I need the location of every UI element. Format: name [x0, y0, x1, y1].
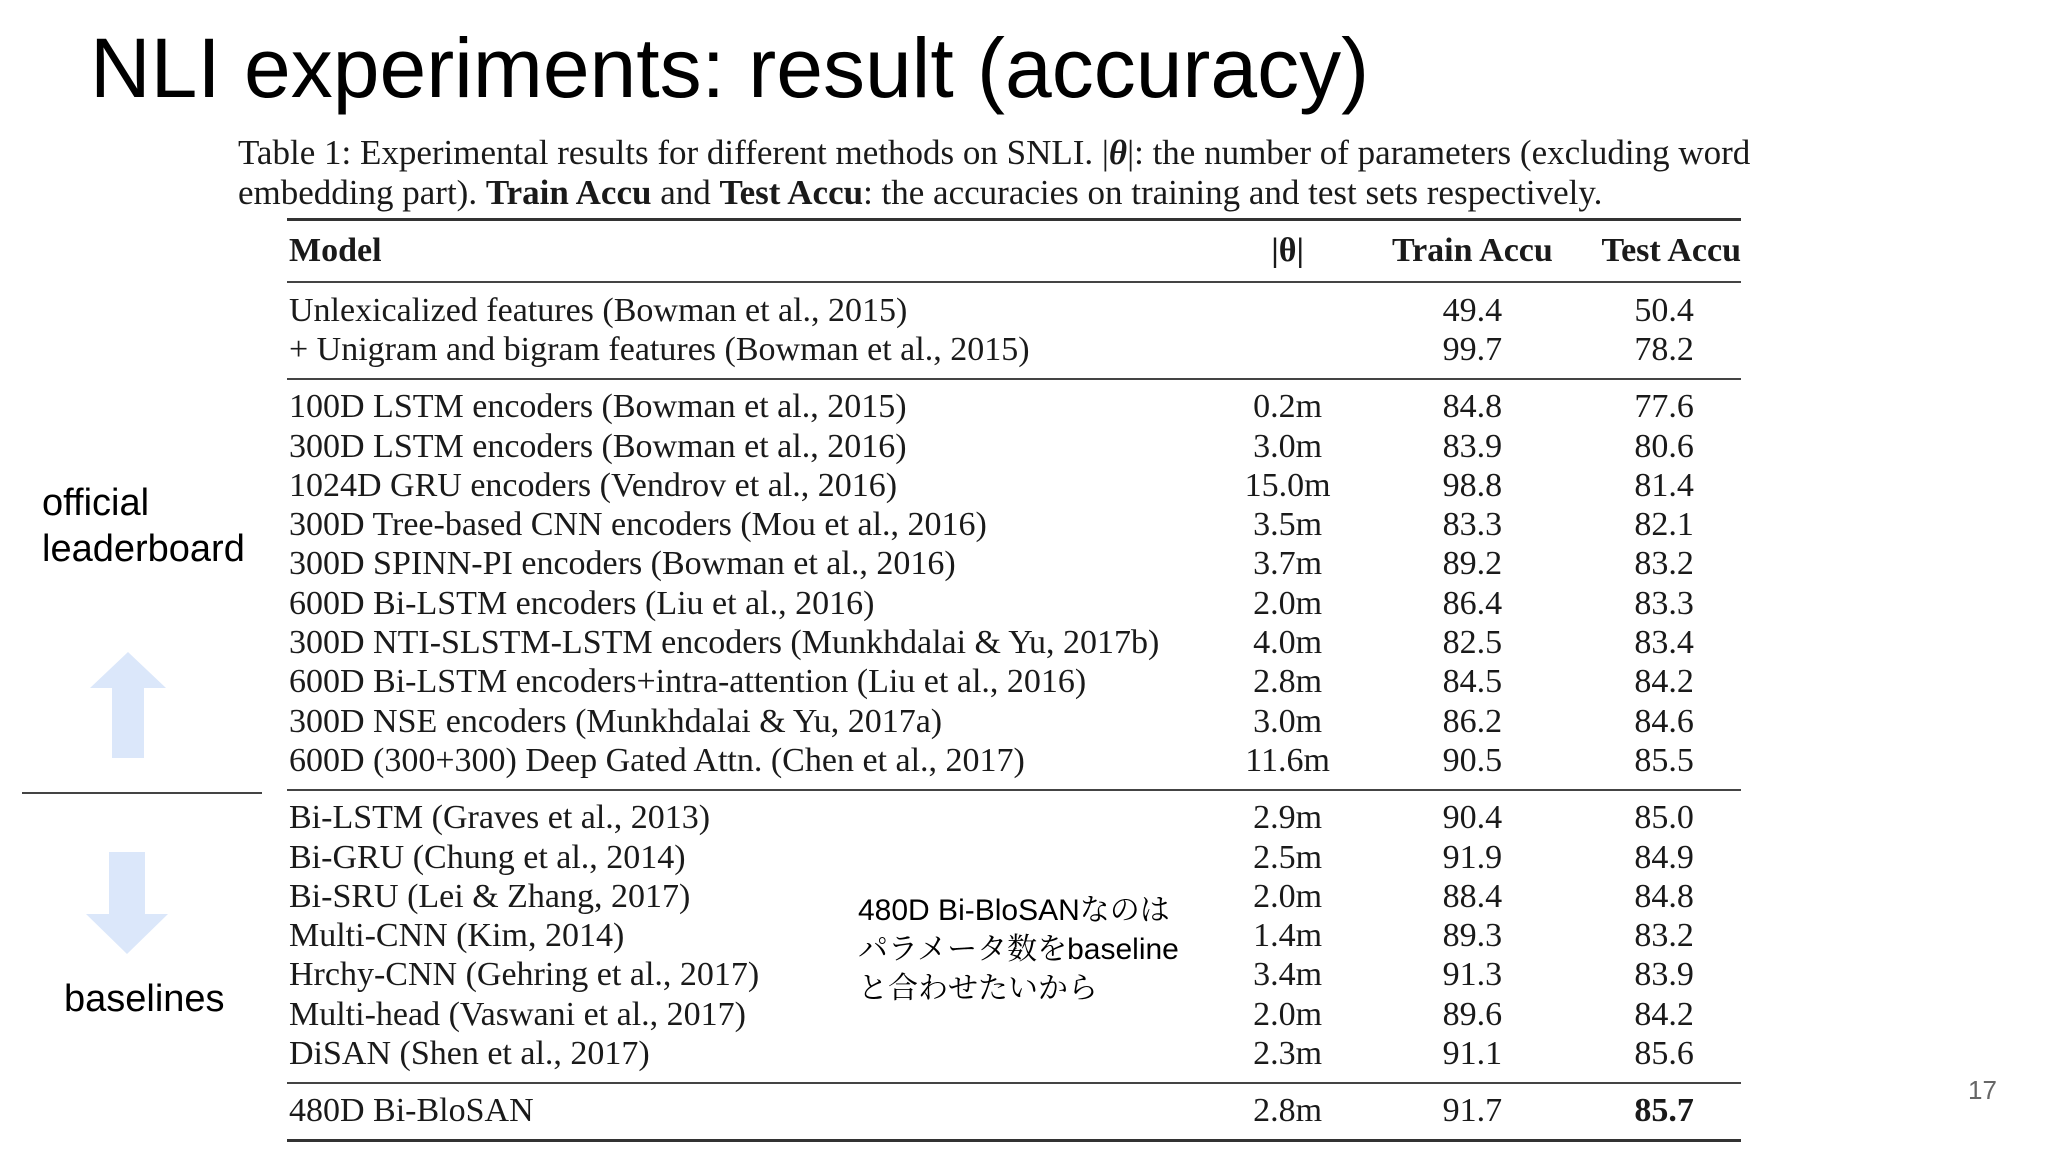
cell-test-accu: 84.2: [1634, 663, 1694, 701]
cell-train-accu: 89.2: [1442, 545, 1503, 583]
table-row: [287, 505, 1741, 544]
cell-params: 2.0m: [1253, 995, 1323, 1033]
row-group: [287, 380, 1741, 789]
cell-train-accu: 90.5: [1442, 741, 1503, 779]
page-number: 17: [1968, 1075, 1997, 1105]
table-body: [287, 281, 1741, 1142]
cell-test-accu: 80.6: [1634, 427, 1694, 465]
cell-test-accu: 81.4: [1634, 466, 1694, 504]
cell-test-accu: 84.6: [1634, 702, 1694, 740]
table-row: [287, 702, 1741, 741]
note-line-3: と合わせたいから: [858, 972, 1098, 1005]
cell-train-accu: 86.2: [1442, 702, 1503, 740]
cell-test-accu: 83.2: [1634, 545, 1694, 583]
cell-model: Bi-SRU (Lei & Zhang, 2017): [289, 877, 691, 915]
cell-train-accu: 98.8: [1442, 466, 1503, 504]
official-label-line2: leaderboard: [42, 528, 245, 570]
header-test-accu: Test Accu: [1601, 232, 1741, 269]
cell-test-accu: 84.9: [1634, 838, 1694, 876]
cell-test-accu: 82.1: [1634, 506, 1694, 544]
cell-test-accu: 78.2: [1634, 330, 1694, 368]
table-row: [287, 663, 1741, 702]
cell-test-accu: 84.2: [1634, 995, 1694, 1033]
cell-params: 3.4m: [1253, 956, 1323, 994]
table-row: [287, 838, 1741, 877]
cell-model: Hrchy-CNN (Gehring et al., 2017): [289, 956, 760, 994]
cell-model: 300D LSTM encoders (Bowman et al., 2016): [289, 427, 907, 465]
row-group: [287, 1084, 1741, 1139]
cell-params: 0.2m: [1253, 388, 1323, 426]
official-label-line1: official: [42, 482, 150, 524]
caption-test-accu: Test Accu: [719, 173, 864, 212]
cell-params: 2.5m: [1253, 838, 1323, 876]
cell-model: 1024D GRU encoders (Vendrov et al., 2016): [289, 466, 898, 504]
cell-train-accu: 99.7: [1442, 330, 1503, 368]
table-header-row: [287, 221, 1741, 281]
table-caption: [238, 133, 1838, 213]
table-row: [287, 741, 1741, 780]
cell-model: Unlexicalized features (Bowman et al., 2015): [289, 291, 908, 329]
cell-params: 2.0m: [1253, 584, 1323, 622]
cell-train-accu: 91.9: [1442, 838, 1503, 876]
table-row: [287, 799, 1741, 838]
cell-params: 4.0m: [1253, 624, 1323, 662]
caption-mid: and: [651, 173, 720, 212]
baselines-label: baselines: [64, 978, 225, 1020]
cell-params: 15.0m: [1244, 466, 1331, 504]
cell-test-accu: 50.4: [1634, 291, 1694, 329]
table-row: [287, 427, 1741, 466]
table-row: [287, 623, 1741, 662]
note-line-1: 480D Bi-BloSANなのは: [858, 894, 1170, 927]
cell-model: 300D Tree-based CNN encoders (Mou et al., 2016): [289, 506, 987, 544]
cell-train-accu: 86.4: [1442, 584, 1503, 622]
cell-params: 3.5m: [1253, 506, 1323, 544]
cell-test-accu: 83.4: [1634, 624, 1694, 662]
cell-model: 600D Bi-LSTM encoders+intra-attention (Liu et al., 2016): [289, 663, 1087, 701]
cell-params: 3.0m: [1253, 427, 1323, 465]
caption-after-theta: |: the number of parameters (excluding word embedding part).: [238, 133, 1751, 212]
caption-end: : the accuracies on training and test sets respectively.: [863, 173, 1603, 212]
cell-params: 2.8m: [1253, 1092, 1323, 1130]
header-train-accu: Train Accu: [1391, 232, 1553, 269]
official-leaderboard-label: [42, 480, 245, 572]
cell-model: Bi-GRU (Chung et al., 2014): [289, 838, 686, 876]
annotation-note: [858, 891, 1179, 1008]
cell-test-accu: 83.3: [1634, 584, 1694, 622]
note-line-2: パラメータ数をbaseline: [858, 933, 1179, 966]
arrow-down-icon: [86, 852, 168, 954]
cell-train-accu: 83.3: [1442, 506, 1503, 544]
section-divider: [22, 792, 262, 794]
cell-train-accu: 91.3: [1442, 956, 1503, 994]
cell-model: 300D NSE encoders (Munkhdalai & Yu, 2017a): [289, 702, 943, 740]
cell-test-accu: 84.8: [1634, 877, 1694, 915]
cell-train-accu: 89.3: [1442, 917, 1503, 955]
cell-params: 2.9m: [1253, 799, 1323, 837]
cell-model: 600D (300+300) Deep Gated Attn. (Chen et al., 2017): [289, 741, 1025, 779]
table-row: [287, 466, 1741, 505]
caption-theta: θ: [1108, 133, 1128, 172]
table-row: [287, 330, 1741, 369]
cell-params: 2.0m: [1253, 877, 1323, 915]
cell-model: 480D Bi-BloSAN: [289, 1092, 534, 1130]
cell-train-accu: 91.1: [1442, 1034, 1503, 1072]
cell-train-accu: 83.9: [1442, 427, 1503, 465]
header-model: Model: [289, 232, 382, 269]
table-row: [287, 584, 1741, 623]
header-params: |θ|: [1271, 232, 1304, 269]
cell-model: 100D LSTM encoders (Bowman et al., 2015): [289, 388, 907, 426]
row-group: [287, 283, 1741, 378]
cell-model: Bi-LSTM (Graves et al., 2013): [289, 799, 711, 837]
caption-label: Table 1: Experimental results for different methods on SNLI. |: [238, 133, 1109, 172]
cell-test-accu: 77.6: [1634, 388, 1694, 426]
cell-model: Multi-CNN (Kim, 2014): [289, 917, 625, 955]
cell-params: 2.3m: [1253, 1034, 1323, 1072]
table-row: [287, 388, 1741, 427]
cell-model: 600D Bi-LSTM encoders (Liu et al., 2016): [289, 584, 875, 622]
cell-model: 300D SPINN-PI encoders (Bowman et al., 2016): [289, 545, 956, 583]
table-bottom-rule: [287, 1139, 1741, 1142]
cell-params: 11.6m: [1245, 741, 1330, 779]
cell-test-accu: 85.0: [1634, 799, 1694, 837]
cell-train-accu: 82.5: [1442, 624, 1503, 662]
cell-params: 3.7m: [1253, 545, 1323, 583]
cell-train-accu: 84.8: [1442, 388, 1503, 426]
cell-test-accu: 83.9: [1634, 956, 1694, 994]
slide-title: NLI experiments: result (accuracy): [90, 21, 1370, 115]
caption-train-accu: Train Accu: [485, 173, 652, 212]
table-row: [287, 291, 1741, 330]
cell-train-accu: 84.5: [1442, 663, 1503, 701]
cell-test-accu: 85.7: [1634, 1092, 1694, 1130]
arrow-up-icon: [90, 652, 166, 758]
cell-test-accu: 83.2: [1634, 917, 1694, 955]
table-row: [287, 1034, 1741, 1073]
cell-model: + Unigram and bigram features (Bowman et al., 2015): [289, 330, 1030, 368]
cell-model: DiSAN (Shen et al., 2017): [289, 1034, 650, 1072]
cell-params: 2.8m: [1253, 663, 1323, 701]
table-row: [287, 1092, 1741, 1131]
cell-test-accu: 85.5: [1634, 741, 1694, 779]
cell-train-accu: 49.4: [1442, 291, 1503, 329]
cell-model: Multi-head (Vaswani et al., 2017): [289, 995, 746, 1033]
table-row: [287, 545, 1741, 584]
cell-params: 1.4m: [1253, 917, 1323, 955]
cell-test-accu: 85.6: [1634, 1034, 1694, 1072]
cell-model: 300D NTI-SLSTM-LSTM encoders (Munkhdalai & Yu, 2017b): [289, 624, 1160, 662]
cell-train-accu: 90.4: [1442, 799, 1503, 837]
cell-train-accu: 89.6: [1442, 995, 1503, 1033]
cell-train-accu: 88.4: [1442, 877, 1503, 915]
cell-train-accu: 91.7: [1442, 1092, 1503, 1130]
cell-params: 3.0m: [1253, 702, 1323, 740]
